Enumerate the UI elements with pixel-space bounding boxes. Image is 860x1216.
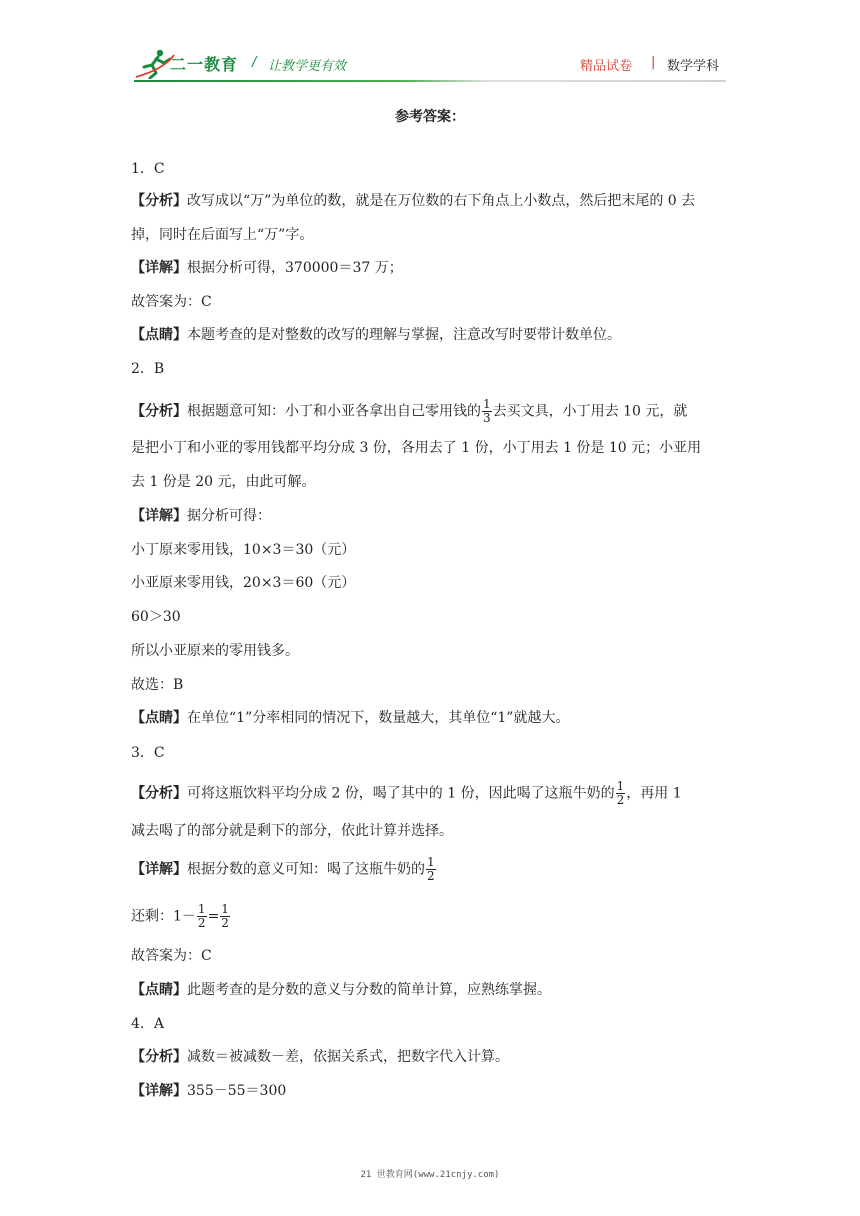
- detail-tag: 【详解】: [131, 1083, 187, 1099]
- q1-comment: 【点睛】本题考查的是对整数的改写的理解与掌握，注意改写时要带计数单位。: [131, 327, 621, 343]
- analysis-tag: 【分析】: [131, 785, 187, 802]
- q2-calc-line4: 所以小亚原来的零用钱多。: [131, 643, 299, 659]
- q1-conclusion: 故答案为：C: [131, 294, 212, 310]
- q2-detail: 【详解】据分析可得：: [131, 508, 271, 524]
- detail-tag: 【详解】: [131, 260, 187, 276]
- q3-conclusion: 故答案为：C: [131, 948, 212, 964]
- premium-paper-label: 精品试卷: [580, 59, 633, 74]
- q1-analysis-line2: 掉，同时在后面写上“万”字。: [131, 227, 314, 243]
- q2-calc-line3: 60＞30: [131, 609, 181, 625]
- q3-analysis-line1: 【分析】可将这瓶饮料平均分成 2 份，喝了其中的 1 份，因此喝了这瓶牛奶的 $\frac{1}{2}$ ，再用 1: [131, 779, 682, 807]
- q2-calc-line2: 小亚原来零用钱，20×3＝60（元）: [131, 575, 356, 591]
- q3-analysis-line2: 减去喝了的部分就是剩下的部分，依此计算并选择。: [131, 823, 453, 839]
- q4-detail: 【详解】355－55＝300: [131, 1083, 287, 1099]
- comment-tag: 【点睛】: [131, 327, 187, 343]
- analysis-tag: 【分析】: [131, 1049, 187, 1065]
- q3-heading: 3．C: [131, 745, 165, 761]
- header-separator: |: [651, 55, 656, 70]
- q2-analysis-line3: 去 1 份是 20 元，由此可解。: [131, 474, 316, 490]
- detail-tag: 【详解】: [131, 508, 187, 524]
- fraction: $\frac{1}{2}$: [427, 855, 435, 883]
- q1-heading: 1．C: [131, 161, 165, 177]
- q4-analysis: 【分析】减数＝被减数－差，依据关系式，把数字代入计算。: [131, 1049, 509, 1065]
- q1-analysis-line1: 【分析】改写成以“万”为单位的数，就是在万位数的右下角点上小数点，然后把末尾的 0 去: [131, 193, 696, 209]
- q3-remainder: 还剩：1－ $\frac{1}{2}$ = $\frac{1}{2}$: [131, 902, 229, 930]
- q2-calc-line1: 小丁原来零用钱，10×3＝30（元）: [131, 542, 356, 558]
- q2-heading: 2．B: [131, 361, 165, 377]
- logo-text: 二一教育: [170, 55, 239, 74]
- q4-heading: 4．A: [131, 1016, 165, 1032]
- q2-conclusion: 故选：B: [131, 677, 184, 693]
- page-title: 参考答案：: [395, 109, 465, 125]
- comment-tag: 【点睛】: [131, 982, 187, 998]
- detail-tag: 【详解】: [131, 861, 187, 878]
- slogan-separator: /: [252, 55, 257, 70]
- analysis-tag: 【分析】: [131, 193, 187, 209]
- header-divider: [134, 80, 726, 82]
- q2-comment: 【点睛】在单位“1”分率相同的情况下，数量越大，其单位“1”就越大。: [131, 710, 570, 726]
- q2-analysis-line2: 是把小丁和小亚的零用钱都平均分成 3 份，各用去了 1 份，小丁用去 1 份是 10 元；小亚用: [131, 440, 702, 456]
- page-header: [0, 0, 860, 90]
- fraction: $\frac{1}{2}$: [221, 902, 229, 930]
- fraction: $\frac{1}{2}$: [616, 779, 625, 807]
- slogan: 让教学更有效: [268, 59, 347, 74]
- q3-comment: 【点睛】此题考查的是分数的意义与分数的简单计算，应熟练掌握。: [131, 982, 551, 998]
- q1-detail: 【详解】根据分析可得，370000＝37 万；: [131, 260, 403, 276]
- fraction: $\frac{1}{3}$: [483, 397, 491, 425]
- q3-detail: 【详解】根据分数的意义可知：喝了这瓶牛奶的 $\frac{1}{2}$: [131, 855, 435, 883]
- q2-analysis-line1: 【分析】根据题意可知：小丁和小亚各拿出自己零用钱的 $\frac{1}{3}$ 去买文具，小丁用去 10 元，就: [131, 397, 688, 425]
- page-footer: 21 世教育网(www.21cnjy.com): [360, 1170, 500, 1180]
- comment-tag: 【点睛】: [131, 710, 187, 726]
- fraction: $\frac{1}{2}$: [197, 902, 206, 930]
- subject-label: 数学学科: [667, 59, 720, 74]
- analysis-tag: 【分析】: [131, 403, 187, 420]
